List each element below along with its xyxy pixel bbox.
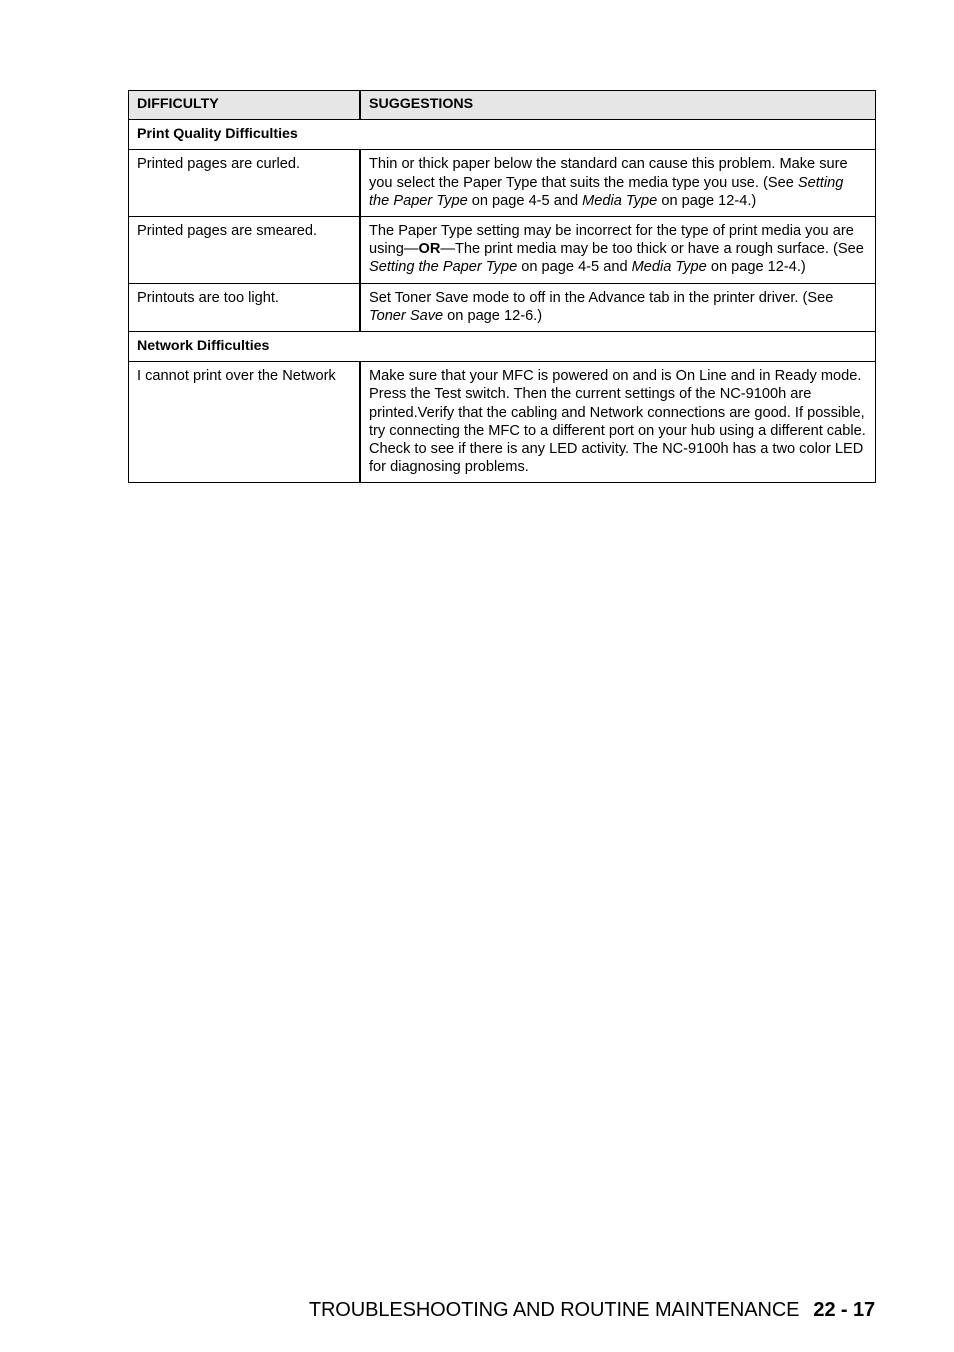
suggestion-text: Set Toner Save mode to off in the Advance tab in the printer driver. (See (369, 289, 834, 306)
table-row (129, 150, 876, 217)
suggestion-text: on page 4-5 and (517, 259, 632, 276)
cross-reference: Setting the Paper Type (369, 259, 518, 276)
suggestion-cell (360, 150, 876, 217)
section-row-network (129, 332, 876, 362)
suggestion-text: on page 12-6.) (443, 307, 543, 324)
emphasis-or: OR (418, 241, 441, 258)
cross-reference: Toner Save (369, 307, 444, 324)
suggestion-text: —The print media may be too thick or have a rough surface. (See (440, 241, 864, 258)
difficulty-column-header: DIFFICULTY (129, 91, 361, 120)
table-row (129, 283, 876, 331)
cross-reference: Media Type (631, 259, 707, 276)
cross-reference: Setting the Paper Type (369, 174, 844, 209)
suggestion-text: on page 12-4.) (706, 259, 806, 276)
suggestion-text: Thin or thick paper below the standard can cause this problem. Make sure you select the Paper Type that suits the media type you use. (See (369, 156, 848, 191)
chapter-title: TROUBLESHOOTING AND ROUTINE MAINTENANCE (308, 1299, 800, 1321)
section-row-print-quality (129, 120, 876, 150)
section-title: Print Quality Difficulties (129, 120, 876, 150)
suggestion-text: on page 4-5 and (467, 192, 583, 209)
suggestion-text: The Paper Type setting may be incorrect for the type of print media you are using— (369, 223, 854, 258)
table-header-row (129, 91, 876, 120)
suggestion-cell (360, 217, 876, 284)
table-row (129, 362, 876, 483)
table-row (129, 217, 876, 284)
difficulty-cell: Printouts are too light. (129, 283, 361, 331)
suggestion-text: on page 12-4.) (657, 192, 757, 209)
difficulty-cell: Printed pages are curled. (129, 150, 361, 217)
suggestions-column-header: SUGGESTIONS (360, 91, 876, 120)
suggestion-text: Make sure that your MFC is powered on and is On Line and in Ready mode. Press the Test switch. Then the current settings of the NC-9100h are printed.Verify that the cabling and Network connections are good. If possible, try connecting the MFC to a different port on your hub using a different cable. Check to see if there is any LED activity. The NC-9100h has a two color LED for diagnosing problems. (369, 368, 866, 476)
troubleshooting-table (128, 90, 876, 483)
cross-reference: Media Type (582, 192, 658, 209)
page-footer (309, 1299, 875, 1322)
difficulty-cell: I cannot print over the Network (129, 362, 361, 483)
difficulty-cell: Printed pages are smeared. (129, 217, 361, 284)
suggestion-cell (360, 283, 876, 331)
page-number: 22 - 17 (813, 1299, 875, 1321)
suggestion-cell (360, 362, 876, 483)
section-title: Network Difficulties (129, 332, 876, 362)
